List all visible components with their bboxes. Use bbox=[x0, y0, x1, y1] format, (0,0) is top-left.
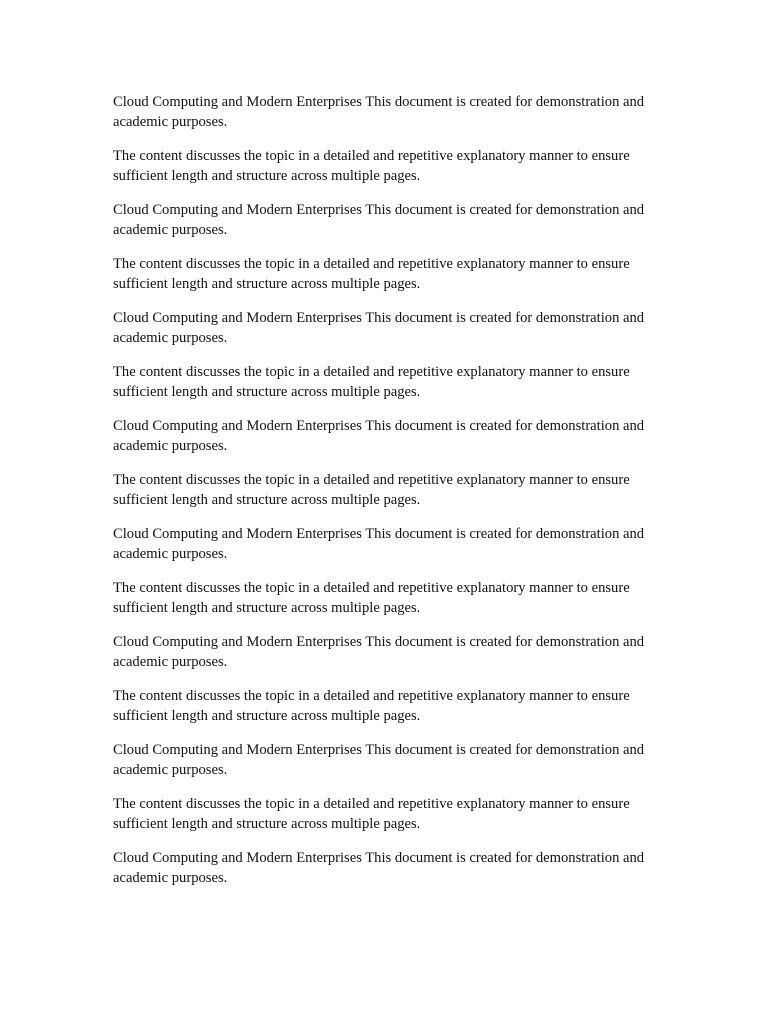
paragraph: The content discusses the topic in a detailed and repetitive explanatory manner to ensure sufficient length and structure across multiple pages. bbox=[113, 147, 630, 185]
paragraph: The content discusses the topic in a detailed and repetitive explanatory manner to ensure sufficient length and structure across multiple pages. bbox=[113, 795, 630, 833]
paragraph: Cloud Computing and Modern Enterprises This document is created for demonstration and academic purposes. bbox=[113, 309, 645, 347]
paragraph: Cloud Computing and Modern Enterprises This document is created for demonstration and academic purposes. bbox=[113, 633, 645, 671]
paragraph: The content discusses the topic in a detailed and repetitive explanatory manner to ensure sufficient length and structure across multiple pages. bbox=[113, 687, 630, 725]
paragraph: The content discusses the topic in a detailed and repetitive explanatory manner to ensure sufficient length and structure across multiple pages. bbox=[113, 363, 630, 401]
paragraph: Cloud Computing and Modern Enterprises This document is created for demonstration and academic purposes. bbox=[113, 417, 645, 455]
document-body bbox=[113, 92, 658, 902]
paragraph: Cloud Computing and Modern Enterprises This document is created for demonstration and academic purposes. bbox=[113, 849, 645, 887]
paragraph: Cloud Computing and Modern Enterprises This document is created for demonstration and academic purposes. bbox=[113, 94, 645, 131]
paragraph: The content discusses the topic in a detailed and repetitive explanatory manner to ensure sufficient length and structure across multiple pages. bbox=[113, 255, 630, 293]
paragraph: The content discusses the topic in a detailed and repetitive explanatory manner to ensure sufficient length and structure across multiple pages. bbox=[113, 471, 630, 509]
paragraph: Cloud Computing and Modern Enterprises This document is created for demonstration and academic purposes. bbox=[113, 525, 645, 563]
paragraph: Cloud Computing and Modern Enterprises This document is created for demonstration and academic purposes. bbox=[113, 201, 645, 239]
paragraph: Cloud Computing and Modern Enterprises This document is created for demonstration and academic purposes. bbox=[113, 741, 645, 779]
paragraph: The content discusses the topic in a detailed and repetitive explanatory manner to ensure sufficient length and structure across multiple pages. bbox=[113, 579, 630, 617]
